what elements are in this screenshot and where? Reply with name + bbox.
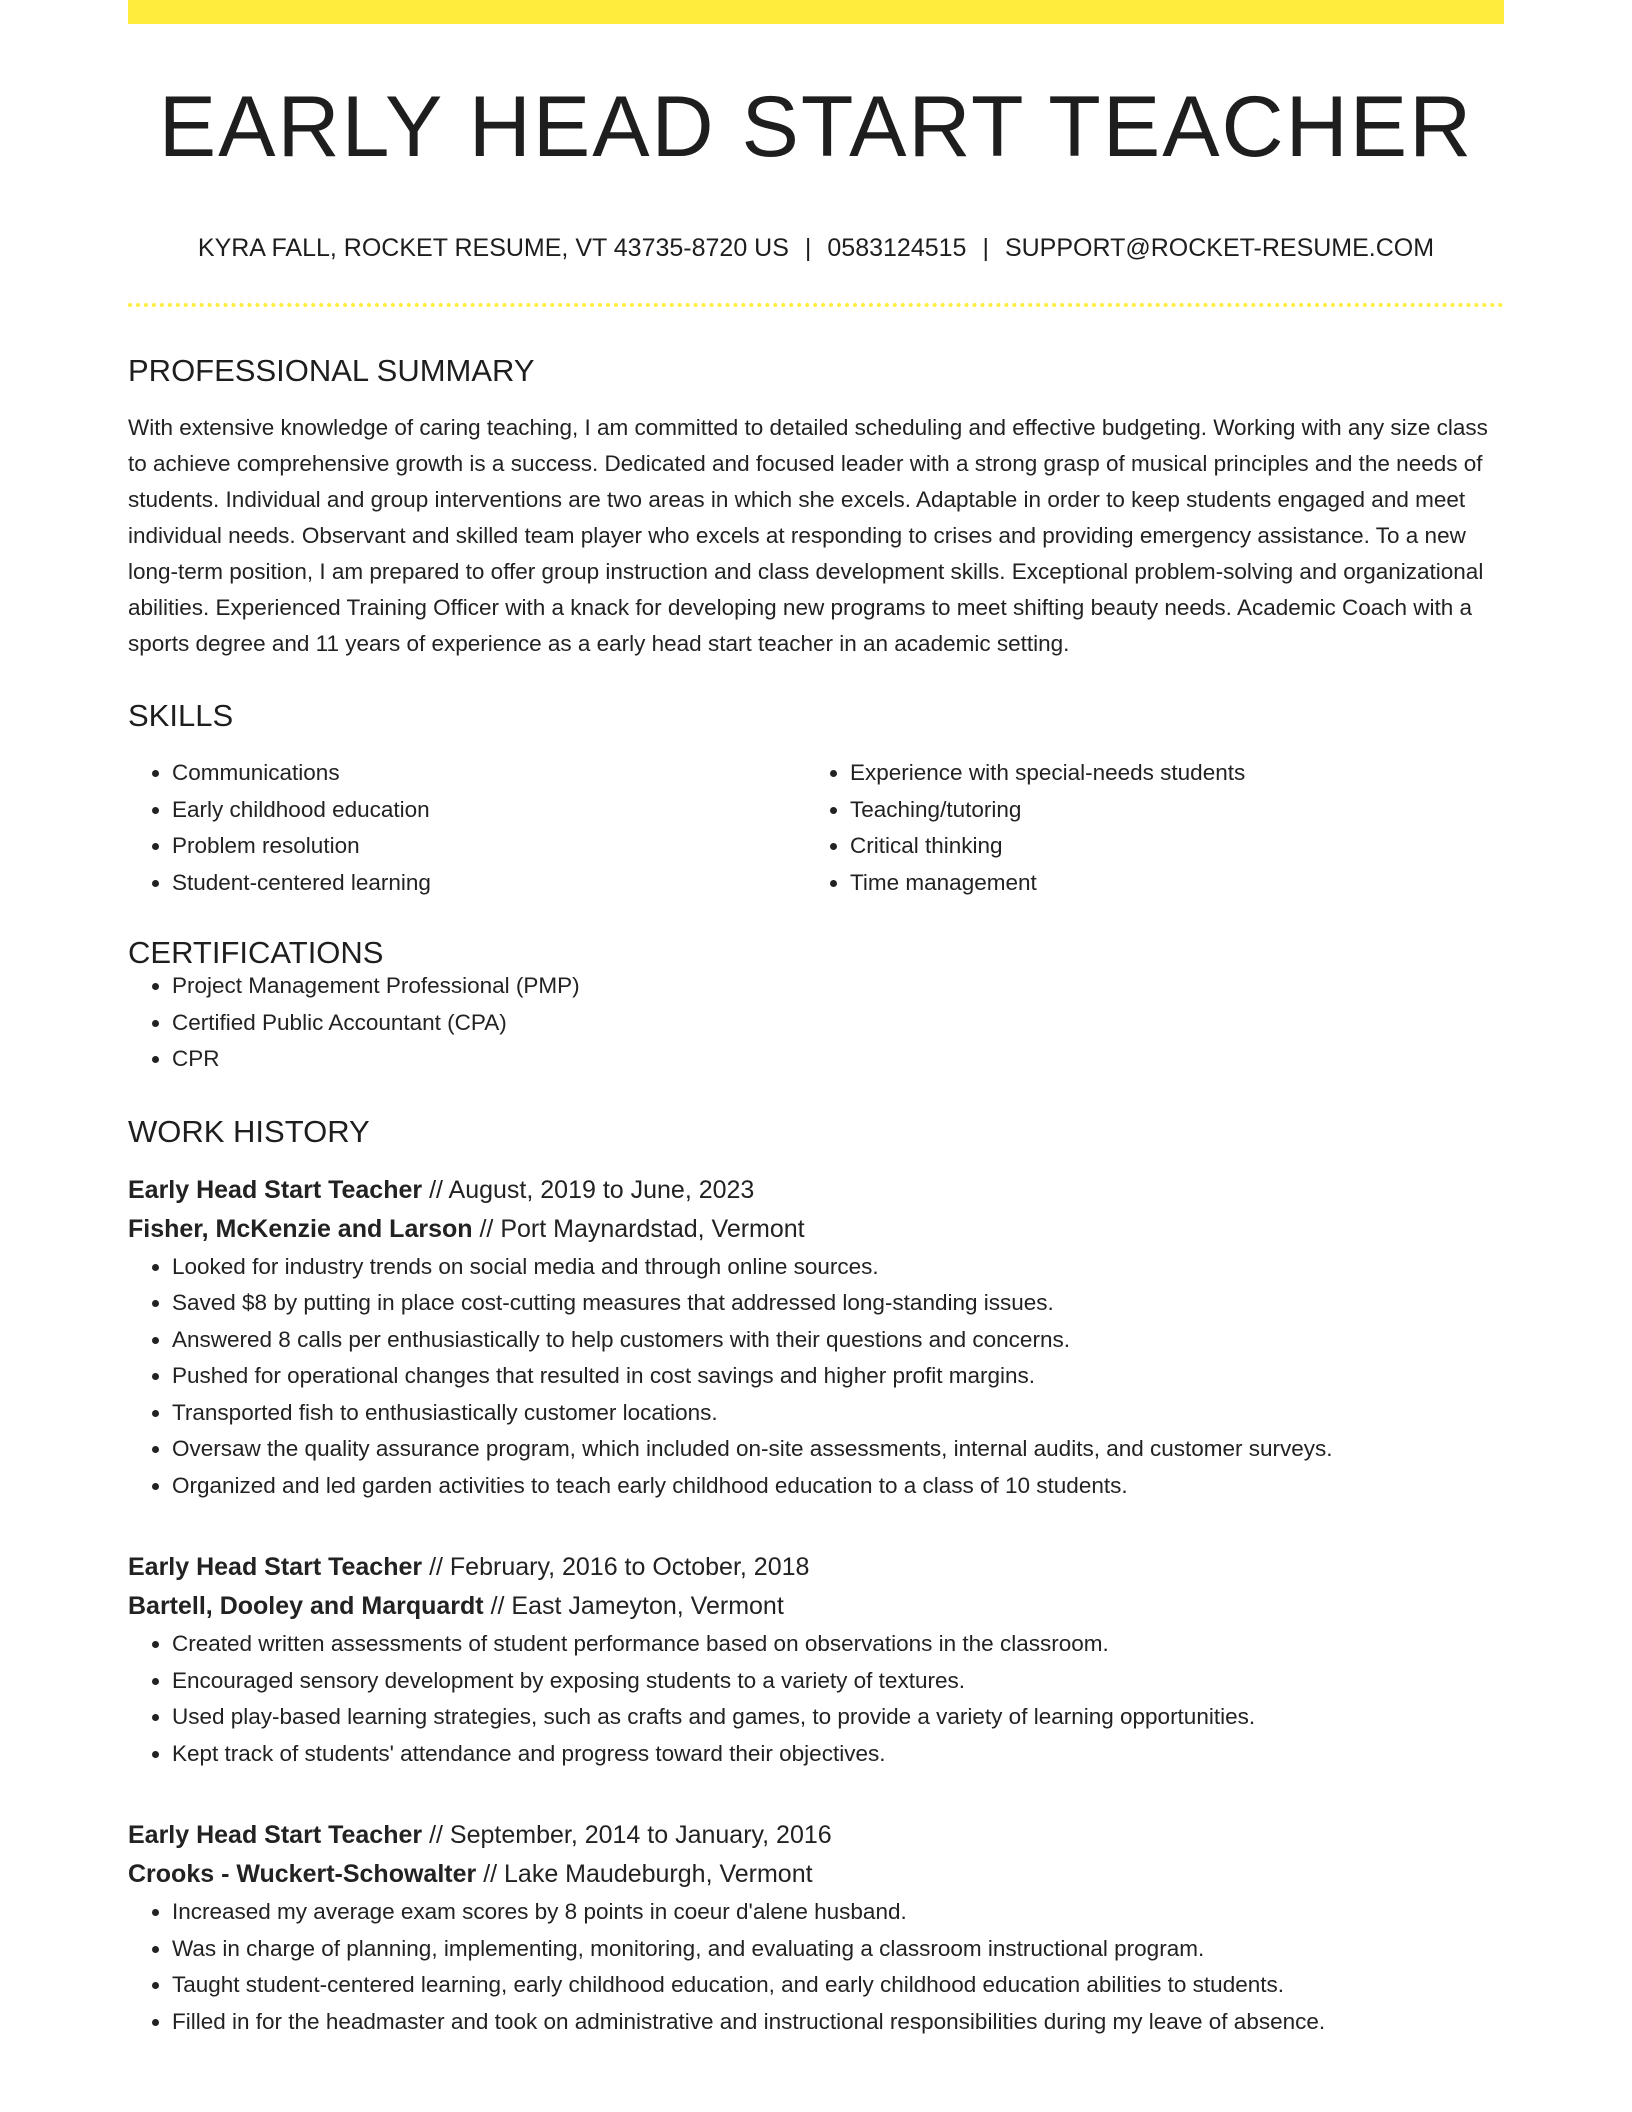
job-company: Fisher, McKenzie and Larson	[128, 1214, 473, 1243]
job-bullets	[128, 1626, 1504, 1772]
job-bullet: • Encouraged sensory development by exposing students to a variety of textures.	[172, 1663, 1504, 1700]
job-dates: // August, 2019 to June, 2023	[429, 1175, 755, 1204]
job-company: Bartell, Dooley and Marquardt	[128, 1592, 484, 1620]
job-company-line	[128, 1855, 1504, 1894]
contact-phone: 0583124515	[827, 234, 967, 262]
skills-grid	[128, 755, 1504, 901]
job-bullet: • Saved $8 by putting in place cost-cutting measures that addressed long-standing issues.	[172, 1285, 1504, 1322]
job-location: // Lake Maudeburgh, Vermont	[483, 1860, 813, 1888]
job-bullet: • Pushed for operational changes that resulted in cost savings and higher profit margins.	[172, 1358, 1504, 1395]
work-history-heading: WORK HISTORY	[128, 1113, 370, 1149]
summary-heading: PROFESSIONAL SUMMARY	[128, 353, 535, 388]
job-bullet: • Used play-based learning strategies, such as crafts and games, to provide a variety of learning opportunities.	[172, 1699, 1504, 1736]
contact-separator: |	[804, 234, 812, 262]
job-title-line	[128, 1816, 1504, 1855]
accent-top-bar	[128, 0, 1504, 24]
job-bullet: • Increased my average exam scores by 8 points in coeur d'alene husband.	[172, 1894, 1504, 1931]
job-title-line	[128, 1171, 1504, 1210]
skills-column-left	[128, 755, 806, 901]
certifications-heading: CERTIFICATIONS	[128, 935, 384, 970]
job-location: // Port Maynardstad, Vermont	[479, 1214, 805, 1243]
job-title-line	[128, 1548, 1504, 1587]
job-company-line	[128, 1210, 1504, 1249]
certification-item: • Project Management Professional (PMP)	[172, 968, 1504, 1005]
job-entry	[128, 1548, 1504, 1772]
job-location: // East Jameyton, Vermont	[490, 1592, 784, 1620]
skills-column-right	[806, 755, 1484, 901]
job-company: Crooks - Wuckert-Schowalter	[128, 1860, 477, 1888]
skill-item: • Time management	[850, 865, 1484, 902]
skill-item: • Early childhood education	[172, 792, 806, 829]
job-title: Early Head Start Teacher	[128, 1821, 423, 1849]
skill-item: • Problem resolution	[172, 828, 806, 865]
summary-text: With extensive knowledge of caring teaching, I am committed to detailed scheduling and effective budgeting. Working with any size class to achieve comprehensive growth is a success. Dedicated and focused leader with a strong grasp of musical principles and the needs of students. Individual and group interventions are two areas in which she excels. Adaptable in order to keep students engaged and meet individual needs. Observant and skilled team player who excels at responding to crises and providing emergency assistance. To a new long-term position, I am prepared to offer group instruction and class development skills. Exceptional problem-solving and organizational abilities. Experienced Training Officer with a knack for developing new programs to meet shifting beauty needs. Academic Coach with a sports degree and 11 years of experience as a early head start teacher in an academic setting.	[128, 415, 1488, 656]
job-bullets	[128, 1894, 1504, 2040]
skill-item: • Teaching/tutoring	[850, 792, 1484, 829]
job-bullets	[128, 1249, 1504, 1505]
job-entry	[128, 1816, 1504, 2040]
dotted-divider	[128, 303, 1504, 307]
contact-address: KYRA FALL, ROCKET RESUME, VT 43735-8720 US	[197, 234, 789, 262]
job-title: Early Head Start Teacher	[128, 1553, 423, 1581]
skills-heading: SKILLS	[128, 698, 234, 733]
job-title: Early Head Start Teacher	[128, 1175, 423, 1204]
skill-item: • Experience with special-needs students	[850, 755, 1484, 792]
contact-line	[128, 234, 1504, 263]
job-bullet: • Created written assessments of student performance based on observations in the classroom.	[172, 1626, 1504, 1663]
certification-item: • Certified Public Accountant (CPA)	[172, 1005, 1504, 1042]
job-bullet: • Transported fish to enthusiastically customer locations.	[172, 1395, 1504, 1432]
certifications-list	[128, 968, 1504, 1078]
job-dates: // September, 2014 to January, 2016	[429, 1821, 832, 1849]
job-bullet: • Answered 8 calls per enthusiastically to help customers with their questions and concerns.	[172, 1322, 1504, 1359]
skill-item: • Communications	[172, 755, 806, 792]
job-bullet: • Was in charge of planning, implementing, monitoring, and evaluating a classroom instructional program.	[172, 1931, 1504, 1968]
certification-item: • CPR	[172, 1041, 1504, 1078]
job-entry	[128, 1171, 1504, 1505]
resume-page	[128, 0, 1504, 2040]
skill-item: • Critical thinking	[850, 828, 1484, 865]
job-dates: // February, 2016 to October, 2018	[429, 1553, 810, 1581]
page-title: EARLY HEAD START TEACHER	[158, 79, 1474, 175]
contact-separator: |	[982, 234, 989, 262]
job-bullet: • Oversaw the quality assurance program, which included on-site assessments, internal audits, and customer surveys.	[172, 1431, 1504, 1468]
job-bullet: • Organized and led garden activities to teach early childhood education to a class of 10 students.	[172, 1468, 1504, 1505]
job-bullet: • Taught student-centered learning, early childhood education, and early childhood education abilities to students.	[172, 1967, 1504, 2004]
job-company-line	[128, 1587, 1504, 1626]
skill-item: • Student-centered learning	[172, 865, 806, 902]
job-bullet: • Looked for industry trends on social media and through online sources.	[172, 1249, 1504, 1286]
contact-email: SUPPORT@ROCKET-RESUME.COM	[1004, 234, 1435, 262]
job-bullet: • Kept track of students' attendance and progress toward their objectives.	[172, 1736, 1504, 1773]
job-bullet: • Filled in for the headmaster and took on administrative and instructional responsibilities during my leave of absence.	[172, 2004, 1504, 2041]
